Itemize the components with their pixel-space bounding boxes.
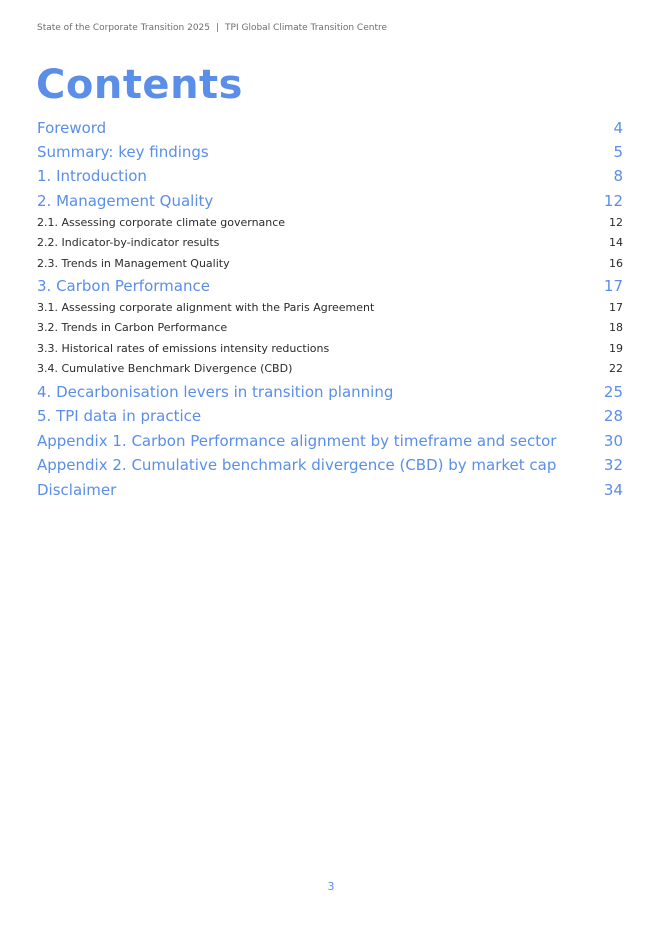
- toc-entry-page: 14: [609, 236, 623, 249]
- toc-entry-page: 19: [609, 342, 623, 355]
- toc-entry-page: 25: [603, 383, 623, 401]
- table-of-contents: [37, 0, 623, 936]
- toc-entry-page: 16: [609, 257, 623, 270]
- toc-entry-cp-trends[interactable]: [37, 320, 623, 336]
- toc-entry-label: 3.1. Assessing corporate alignment with the Paris Agreement: [37, 301, 375, 314]
- toc-entry-carbon-performance[interactable]: [37, 276, 623, 296]
- toc-entry-label: 3.3. Historical rates of emissions intensity reductions: [37, 342, 330, 355]
- toc-entry-emissions-intensity[interactable]: [37, 341, 623, 357]
- toc-entry-page: 22: [609, 362, 623, 375]
- toc-entry-page: 12: [603, 192, 623, 210]
- toc-entry-page: 12: [609, 216, 623, 229]
- toc-entry-tpi-data[interactable]: [37, 406, 623, 426]
- toc-entry-label: 2.3. Trends in Management Quality: [37, 257, 230, 270]
- page-number: 3: [327, 880, 335, 893]
- toc-entry-label: 2.1. Assessing corporate climate governance: [37, 216, 286, 229]
- toc-entry-page: 34: [603, 481, 623, 499]
- page-title: Contents: [36, 62, 243, 108]
- organisation-name: TPI Global Climate Transition Centre: [225, 23, 388, 33]
- toc-entry-label: Appendix 1. Carbon Performance alignment by timeframe and sector: [37, 432, 557, 450]
- toc-entry-page: 17: [609, 301, 623, 314]
- toc-entry-climate-governance[interactable]: [37, 215, 623, 231]
- toc-entry-label: 3.4. Cumulative Benchmark Divergence (CBD): [37, 362, 293, 375]
- toc-entry-introduction[interactable]: [37, 166, 623, 186]
- header-separator: |: [216, 23, 220, 33]
- toc-entry-page: 8: [613, 167, 623, 185]
- toc-entry-decarbonisation-levers[interactable]: [37, 382, 623, 402]
- toc-entry-appendix-1[interactable]: [37, 431, 623, 451]
- toc-entry-cbd[interactable]: [37, 361, 623, 377]
- toc-entry-label: 1. Introduction: [37, 167, 147, 185]
- toc-entry-label: Disclaimer: [37, 481, 117, 499]
- toc-entry-page: 30: [603, 432, 623, 450]
- toc-entry-label: Summary: key findings: [37, 143, 209, 161]
- toc-entry-mq-trends[interactable]: [37, 256, 623, 272]
- toc-entry-paris-alignment[interactable]: [37, 300, 623, 316]
- toc-entry-page: 28: [603, 407, 623, 425]
- toc-entry-label: 5. TPI data in practice: [37, 407, 202, 425]
- toc-entry-page: 18: [609, 321, 623, 334]
- toc-entry-page: 4: [613, 119, 623, 137]
- toc-entry-label: 2. Management Quality: [37, 192, 214, 210]
- toc-entry-summary[interactable]: [37, 142, 623, 162]
- report-title: State of the Corporate Transition 2025: [37, 23, 210, 33]
- toc-entry-label: 2.2. Indicator-by-indicator results: [37, 236, 220, 249]
- toc-entry-label: 3.2. Trends in Carbon Performance: [37, 321, 228, 334]
- toc-entry-label: Appendix 2. Cumulative benchmark divergence (CBD) by market cap: [37, 456, 557, 474]
- toc-entry-appendix-2[interactable]: [37, 455, 623, 475]
- toc-entry-management-quality[interactable]: [37, 191, 623, 211]
- toc-entry-label: 3. Carbon Performance: [37, 277, 210, 295]
- toc-entry-label: 4. Decarbonisation levers in transition planning: [37, 383, 394, 401]
- toc-entry-page: 5: [613, 143, 623, 161]
- toc-entry-page: 32: [603, 456, 623, 474]
- toc-entry-indicator-results[interactable]: [37, 235, 623, 251]
- toc-entry-page: 17: [603, 277, 623, 295]
- toc-entry-disclaimer[interactable]: [37, 480, 623, 500]
- toc-entry-foreword[interactable]: [37, 118, 623, 138]
- toc-entry-label: Foreword: [37, 119, 107, 137]
